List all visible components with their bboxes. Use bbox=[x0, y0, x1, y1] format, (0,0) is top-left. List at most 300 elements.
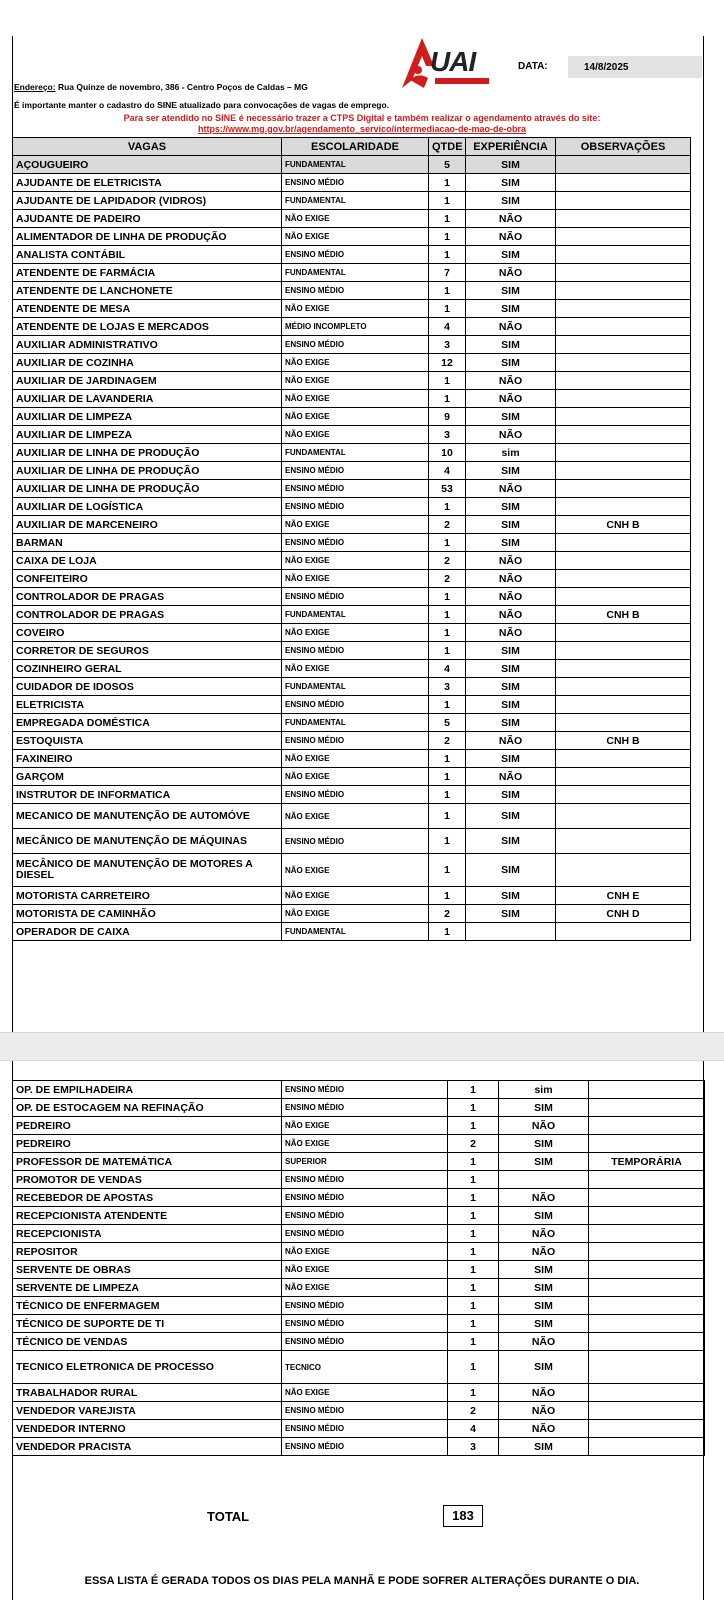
job-title-cell: CORRETOR DE SEGUROS bbox=[13, 642, 282, 660]
header-qtde: QTDE bbox=[429, 138, 466, 156]
observation-cell bbox=[589, 1117, 705, 1135]
education-cell: FUNDAMENTAL bbox=[282, 714, 429, 732]
quantity-cell: 1 bbox=[448, 1261, 499, 1279]
experience-cell: NÃO bbox=[499, 1384, 589, 1402]
experience-cell: NÃO bbox=[499, 1420, 589, 1438]
experience-cell: SIM bbox=[466, 354, 556, 372]
observation-cell: CNH B bbox=[556, 606, 691, 624]
quantity-cell: 1 bbox=[448, 1171, 499, 1189]
date-value: 14/8/2025 bbox=[584, 62, 629, 73]
job-list-sheet-2 bbox=[0, 1061, 724, 1600]
observation-cell bbox=[589, 1171, 705, 1189]
observation-cell bbox=[589, 1279, 705, 1297]
quantity-cell: 1 bbox=[429, 606, 466, 624]
job-title-cell: RECEPCIONISTA bbox=[13, 1225, 282, 1243]
education-cell: NÃO EXIGE bbox=[282, 1279, 448, 1297]
observation-cell bbox=[556, 336, 691, 354]
job-title-cell: AUXILIAR DE LAVANDERIA bbox=[13, 390, 282, 408]
job-title-cell: CUIDADOR DE IDOSOS bbox=[13, 678, 282, 696]
table-row bbox=[13, 174, 691, 192]
experience-cell: SIM bbox=[466, 336, 556, 354]
experience-cell: SIM bbox=[466, 534, 556, 552]
experience-cell: SIM bbox=[466, 696, 556, 714]
observation-cell bbox=[589, 1297, 705, 1315]
address bbox=[14, 82, 308, 92]
education-cell: ENSINO MÉDIO bbox=[282, 829, 429, 854]
education-cell: ENSINO MÉDIO bbox=[282, 1225, 448, 1243]
table-row bbox=[13, 408, 691, 426]
education-cell: NÃO EXIGE bbox=[282, 408, 429, 426]
experience-cell: NÃO bbox=[466, 318, 556, 336]
observation-cell bbox=[556, 174, 691, 192]
observation-cell bbox=[556, 192, 691, 210]
experience-cell: SIM bbox=[499, 1438, 589, 1456]
job-title-cell: SERVENTE DE OBRAS bbox=[13, 1261, 282, 1279]
experience-cell: NÃO bbox=[466, 426, 556, 444]
quantity-cell: 1 bbox=[448, 1351, 499, 1384]
quantity-cell: 1 bbox=[429, 372, 466, 390]
experience-cell: SIM bbox=[466, 642, 556, 660]
job-title-cell: COZINHEIRO GERAL bbox=[13, 660, 282, 678]
experience-cell: NÃO bbox=[499, 1117, 589, 1135]
quantity-cell: 1 bbox=[448, 1189, 499, 1207]
experience-cell: NÃO bbox=[466, 552, 556, 570]
job-title-cell: AUXILIAR DE MARCENEIRO bbox=[13, 516, 282, 534]
job-title-cell: AUXILIAR DE LIMPEZA bbox=[13, 408, 282, 426]
observation-cell bbox=[589, 1243, 705, 1261]
observation-cell bbox=[556, 426, 691, 444]
job-title-cell: ATENDENTE DE LANCHONETE bbox=[13, 282, 282, 300]
header-observacoes: OBSERVAÇÕES bbox=[556, 138, 691, 156]
job-title-cell: ATENDENTE DE LOJAS E MERCADOS bbox=[13, 318, 282, 336]
education-cell: SUPERIOR bbox=[282, 1153, 448, 1171]
job-title-cell: OP. DE ESTOCAGEM NA REFINAÇÃO bbox=[13, 1099, 282, 1117]
experience-cell: SIM bbox=[466, 156, 556, 174]
education-cell: ENSINO MÉDIO bbox=[282, 588, 429, 606]
education-cell: NÃO EXIGE bbox=[282, 887, 429, 905]
education-cell: NÃO EXIGE bbox=[282, 660, 429, 678]
job-title-cell: RECEPCIONISTA ATENDENTE bbox=[13, 1207, 282, 1225]
experience-cell: SIM bbox=[466, 804, 556, 829]
education-cell: ENSINO MÉDIO bbox=[282, 282, 429, 300]
table-row bbox=[13, 829, 691, 854]
table-row bbox=[13, 1207, 705, 1225]
education-cell: NÃO EXIGE bbox=[282, 228, 429, 246]
job-title-cell: MECANICO DE MANUTENÇÃO DE AUTOMÓVE bbox=[13, 804, 282, 829]
education-cell: NÃO EXIGE bbox=[282, 854, 429, 887]
experience-cell: SIM bbox=[466, 192, 556, 210]
job-title-cell: MECÂNICO DE MANUTENÇÃO DE MÁQUINAS bbox=[13, 829, 282, 854]
quantity-cell: 3 bbox=[429, 678, 466, 696]
education-cell: ENSINO MÉDIO bbox=[282, 336, 429, 354]
quantity-cell: 1 bbox=[429, 300, 466, 318]
observation-cell bbox=[556, 390, 691, 408]
observation-cell bbox=[589, 1333, 705, 1351]
observation-cell bbox=[589, 1384, 705, 1402]
experience-cell: NÃO bbox=[466, 588, 556, 606]
footer-note: ESSA LISTA É GERADA TODOS OS DIAS PELA MANHÃ E PODE SOFRER ALTERAÇÕES DURANTE O DIA. bbox=[84, 1575, 640, 1587]
job-title-cell: SERVENTE DE LIMPEZA bbox=[13, 1279, 282, 1297]
table-row bbox=[13, 480, 691, 498]
job-title-cell: TÉCNICO DE ENFERMAGEM bbox=[13, 1297, 282, 1315]
job-title-cell: ELETRICISTA bbox=[13, 696, 282, 714]
education-cell: NÃO EXIGE bbox=[282, 552, 429, 570]
observation-cell bbox=[589, 1261, 705, 1279]
table-row bbox=[13, 372, 691, 390]
table-row bbox=[13, 1438, 705, 1456]
education-cell: NÃO EXIGE bbox=[282, 1117, 448, 1135]
quantity-cell: 1 bbox=[448, 1207, 499, 1225]
job-title-cell: VENDEDOR INTERNO bbox=[13, 1420, 282, 1438]
experience-cell: SIM bbox=[499, 1315, 589, 1333]
experience-cell bbox=[466, 923, 556, 941]
job-title-cell: PROFESSOR DE MATEMÁTICA bbox=[13, 1153, 282, 1171]
education-cell: ENSINO MÉDIO bbox=[282, 1420, 448, 1438]
education-cell: ENSINO MÉDIO bbox=[282, 1315, 448, 1333]
observation-cell bbox=[589, 1081, 705, 1099]
observation-cell: CNH B bbox=[556, 732, 691, 750]
quantity-cell: 4 bbox=[429, 660, 466, 678]
observation-cell bbox=[556, 264, 691, 282]
total-value: 183 bbox=[443, 1505, 483, 1527]
table-row bbox=[13, 786, 691, 804]
experience-cell: SIM bbox=[466, 246, 556, 264]
table-row bbox=[13, 1135, 705, 1153]
table-row bbox=[13, 462, 691, 480]
experience-cell: SIM bbox=[466, 174, 556, 192]
table-row bbox=[13, 887, 691, 905]
education-cell: NÃO EXIGE bbox=[282, 516, 429, 534]
quantity-cell: 1 bbox=[429, 282, 466, 300]
address-label: Endereço: bbox=[14, 82, 56, 92]
education-cell: ENSINO MÉDIO bbox=[282, 1297, 448, 1315]
header-vagas: VAGAS bbox=[13, 138, 282, 156]
quantity-cell: 1 bbox=[448, 1243, 499, 1261]
quantity-cell: 1 bbox=[448, 1099, 499, 1117]
observation-cell bbox=[556, 552, 691, 570]
experience-cell: NÃO bbox=[499, 1243, 589, 1261]
experience-cell: NÃO bbox=[499, 1402, 589, 1420]
quantity-cell: 1 bbox=[429, 228, 466, 246]
experience-cell: NÃO bbox=[466, 732, 556, 750]
table-row bbox=[13, 624, 691, 642]
education-cell: ENSINO MÉDIO bbox=[282, 1333, 448, 1351]
job-title-cell: PROMOTOR DE VENDAS bbox=[13, 1171, 282, 1189]
education-cell: ENSINO MÉDIO bbox=[282, 246, 429, 264]
education-cell: ENSINO MÉDIO bbox=[282, 174, 429, 192]
observation-cell bbox=[589, 1099, 705, 1117]
logo-underline bbox=[435, 78, 489, 84]
observation-cell bbox=[589, 1351, 705, 1384]
table-row bbox=[13, 1420, 705, 1438]
quantity-cell: 9 bbox=[429, 408, 466, 426]
observation-cell bbox=[589, 1135, 705, 1153]
education-cell: NÃO EXIGE bbox=[282, 390, 429, 408]
quantity-cell: 1 bbox=[429, 192, 466, 210]
education-cell: NÃO EXIGE bbox=[282, 804, 429, 829]
experience-cell bbox=[499, 1171, 589, 1189]
job-title-cell: VENDEDOR PRACISTA bbox=[13, 1438, 282, 1456]
education-cell: ENSINO MÉDIO bbox=[282, 1099, 448, 1117]
table-row bbox=[13, 804, 691, 829]
experience-cell: NÃO bbox=[499, 1333, 589, 1351]
experience-cell: NÃO bbox=[466, 606, 556, 624]
job-title-cell: TRABALHADOR RURAL bbox=[13, 1384, 282, 1402]
experience-cell: SIM bbox=[466, 750, 556, 768]
quantity-cell: 2 bbox=[429, 732, 466, 750]
quantity-cell: 3 bbox=[448, 1438, 499, 1456]
table-row bbox=[13, 1243, 705, 1261]
table-row bbox=[13, 246, 691, 264]
job-title-cell: PEDREIRO bbox=[13, 1135, 282, 1153]
quantity-cell: 1 bbox=[429, 624, 466, 642]
job-title-cell: OP. DE EMPILHADEIRA bbox=[13, 1081, 282, 1099]
observation-cell bbox=[556, 462, 691, 480]
quantity-cell: 1 bbox=[429, 534, 466, 552]
experience-cell: SIM bbox=[466, 660, 556, 678]
quantity-cell: 1 bbox=[429, 246, 466, 264]
quantity-cell: 1 bbox=[429, 390, 466, 408]
table-row bbox=[13, 318, 691, 336]
job-table-1 bbox=[12, 137, 691, 941]
observation-cell bbox=[556, 498, 691, 516]
observation-cell bbox=[556, 588, 691, 606]
observation-cell bbox=[589, 1420, 705, 1438]
observation-cell bbox=[556, 534, 691, 552]
education-cell: ENSINO MÉDIO bbox=[282, 1438, 448, 1456]
quantity-cell: 4 bbox=[448, 1420, 499, 1438]
table-row bbox=[13, 642, 691, 660]
table-row bbox=[13, 1225, 705, 1243]
job-title-cell: TECNICO ELETRONICA DE PROCESSO bbox=[13, 1351, 282, 1384]
education-cell: ENSINO MÉDIO bbox=[282, 696, 429, 714]
job-title-cell: AÇOUGUEIRO bbox=[13, 156, 282, 174]
scheduling-notice: Para ser atendido no SINE é necessário trazer a CTPS Digital e também realizar o agendamento através do site: bbox=[123, 113, 601, 123]
quantity-cell: 5 bbox=[429, 714, 466, 732]
job-title-cell: AJUDANTE DE LAPIDADOR (VIDROS) bbox=[13, 192, 282, 210]
observation-cell: CNH B bbox=[556, 516, 691, 534]
table-row bbox=[13, 570, 691, 588]
job-title-cell: ESTOQUISTA bbox=[13, 732, 282, 750]
education-cell: FUNDAMENTAL bbox=[282, 264, 429, 282]
table-row bbox=[13, 300, 691, 318]
table-row bbox=[13, 1279, 705, 1297]
quantity-cell: 1 bbox=[448, 1315, 499, 1333]
experience-cell: SIM bbox=[466, 408, 556, 426]
quantity-cell: 1 bbox=[429, 588, 466, 606]
job-title-cell: CONTROLADOR DE PRAGAS bbox=[13, 588, 282, 606]
quantity-cell: 12 bbox=[429, 354, 466, 372]
experience-cell: SIM bbox=[466, 829, 556, 854]
observation-cell bbox=[556, 210, 691, 228]
table-row bbox=[13, 390, 691, 408]
job-title-cell: REPOSITOR bbox=[13, 1243, 282, 1261]
table-row bbox=[13, 768, 691, 786]
education-cell: NÃO EXIGE bbox=[282, 300, 429, 318]
experience-cell: NÃO bbox=[466, 570, 556, 588]
education-cell: FUNDAMENTAL bbox=[282, 923, 429, 941]
job-title-cell: AUXILIAR DE LINHA DE PRODUÇÃO bbox=[13, 444, 282, 462]
quantity-cell: 1 bbox=[448, 1081, 499, 1099]
quantity-cell: 1 bbox=[429, 174, 466, 192]
education-cell: NÃO EXIGE bbox=[282, 1243, 448, 1261]
education-cell: FUNDAMENTAL bbox=[282, 192, 429, 210]
job-title-cell: INSTRUTOR DE INFORMATICA bbox=[13, 786, 282, 804]
quantity-cell: 1 bbox=[429, 786, 466, 804]
education-cell: NÃO EXIGE bbox=[282, 426, 429, 444]
observation-cell bbox=[556, 696, 691, 714]
experience-cell: SIM bbox=[466, 498, 556, 516]
observation-cell bbox=[556, 750, 691, 768]
experience-cell: NÃO bbox=[466, 372, 556, 390]
table-row bbox=[13, 354, 691, 372]
quantity-cell: 2 bbox=[429, 552, 466, 570]
observation-cell bbox=[556, 156, 691, 174]
quantity-cell: 2 bbox=[429, 516, 466, 534]
table-row bbox=[13, 923, 691, 941]
observation-cell: TEMPORÁRIA bbox=[589, 1153, 705, 1171]
observation-cell bbox=[589, 1402, 705, 1420]
quantity-cell: 1 bbox=[429, 829, 466, 854]
observation-cell bbox=[556, 444, 691, 462]
job-title-cell: AUXILIAR DE LINHA DE PRODUÇÃO bbox=[13, 462, 282, 480]
quantity-cell: 1 bbox=[448, 1153, 499, 1171]
observation-cell bbox=[556, 624, 691, 642]
experience-cell: SIM bbox=[499, 1261, 589, 1279]
job-title-cell: VENDEDOR VAREJISTA bbox=[13, 1402, 282, 1420]
observation-cell bbox=[556, 786, 691, 804]
address-text: Rua Quinze de novembro, 386 - Centro Poços de Caldas – MG bbox=[57, 82, 308, 92]
table-row bbox=[13, 1099, 705, 1117]
experience-cell: SIM bbox=[499, 1207, 589, 1225]
experience-cell: SIM bbox=[466, 786, 556, 804]
register-notice: É importante manter o cadastro do SINE atualizado para convocações de vagas de emprego. bbox=[14, 100, 390, 110]
table-row bbox=[13, 282, 691, 300]
table-row bbox=[13, 1351, 705, 1384]
quantity-cell: 1 bbox=[429, 804, 466, 829]
job-title-cell: FAXINEIRO bbox=[13, 750, 282, 768]
job-title-cell: MOTORISTA DE CAMINHÃO bbox=[13, 905, 282, 923]
quantity-cell: 1 bbox=[429, 696, 466, 714]
observation-cell bbox=[556, 768, 691, 786]
job-title-cell: AUXILIAR DE COZINHA bbox=[13, 354, 282, 372]
observation-cell bbox=[589, 1315, 705, 1333]
observation-cell bbox=[556, 372, 691, 390]
experience-cell: SIM bbox=[466, 854, 556, 887]
education-cell: ENSINO MÉDIO bbox=[282, 1189, 448, 1207]
table-row bbox=[13, 1261, 705, 1279]
quantity-cell: 1 bbox=[429, 750, 466, 768]
experience-cell: SIM bbox=[466, 282, 556, 300]
education-cell: NÃO EXIGE bbox=[282, 372, 429, 390]
observation-cell bbox=[556, 282, 691, 300]
table-row bbox=[13, 228, 691, 246]
table-header-row bbox=[13, 138, 691, 156]
experience-cell: SIM bbox=[499, 1153, 589, 1171]
education-cell: NÃO EXIGE bbox=[282, 750, 429, 768]
table-row bbox=[13, 1117, 705, 1135]
table-row bbox=[13, 426, 691, 444]
table-row bbox=[13, 696, 691, 714]
experience-cell: sim bbox=[466, 444, 556, 462]
education-cell: FUNDAMENTAL bbox=[282, 156, 429, 174]
experience-cell: NÃO bbox=[466, 768, 556, 786]
job-title-cell: TÉCNICO DE SUPORTE DE TI bbox=[13, 1315, 282, 1333]
observation-cell bbox=[556, 804, 691, 829]
uai-logo-text: UAI bbox=[430, 46, 476, 77]
table-row bbox=[13, 336, 691, 354]
job-title-cell: ATENDENTE DE FARMÁCIA bbox=[13, 264, 282, 282]
education-cell: FUNDAMENTAL bbox=[282, 444, 429, 462]
observation-cell bbox=[556, 678, 691, 696]
education-cell: ENSINO MÉDIO bbox=[282, 786, 429, 804]
table-row bbox=[13, 264, 691, 282]
table-row bbox=[13, 1333, 705, 1351]
observation-cell bbox=[589, 1189, 705, 1207]
job-title-cell: CAIXA DE LOJA bbox=[13, 552, 282, 570]
observation-cell bbox=[556, 829, 691, 854]
table-row bbox=[13, 1402, 705, 1420]
scheduling-link[interactable]: https://www.mg.gov.br/agendamento_servico/intermediacao-de-mao-de-obra bbox=[197, 124, 527, 134]
education-cell: NÃO EXIGE bbox=[282, 1384, 448, 1402]
observation-cell bbox=[556, 354, 691, 372]
job-title-cell: COVEIRO bbox=[13, 624, 282, 642]
table-row bbox=[13, 156, 691, 174]
job-title-cell: AUXILIAR ADMINISTRATIVO bbox=[13, 336, 282, 354]
education-cell: NÃO EXIGE bbox=[282, 768, 429, 786]
job-title-cell: AUXILIAR DE LINHA DE PRODUÇÃO bbox=[13, 480, 282, 498]
table-row bbox=[13, 905, 691, 923]
observation-cell bbox=[556, 408, 691, 426]
table-row bbox=[13, 192, 691, 210]
job-title-cell: CONTROLADOR DE PRAGAS bbox=[13, 606, 282, 624]
job-title-cell: ATENDENTE DE MESA bbox=[13, 300, 282, 318]
education-cell: ENSINO MÉDIO bbox=[282, 462, 429, 480]
table-row bbox=[13, 732, 691, 750]
education-cell: ENSINO MÉDIO bbox=[282, 498, 429, 516]
observation-cell bbox=[589, 1207, 705, 1225]
experience-cell: NÃO bbox=[466, 480, 556, 498]
table-row bbox=[13, 854, 691, 887]
education-cell: NÃO EXIGE bbox=[282, 1261, 448, 1279]
table-row bbox=[13, 606, 691, 624]
table-row bbox=[13, 660, 691, 678]
quantity-cell: 2 bbox=[429, 905, 466, 923]
quantity-cell: 7 bbox=[429, 264, 466, 282]
experience-cell: NÃO bbox=[466, 210, 556, 228]
experience-cell: SIM bbox=[466, 678, 556, 696]
job-title-cell: AJUDANTE DE ELETRICISTA bbox=[13, 174, 282, 192]
quantity-cell: 1 bbox=[448, 1384, 499, 1402]
table-row bbox=[13, 678, 691, 696]
education-cell: ENSINO MÉDIO bbox=[282, 732, 429, 750]
education-cell: NÃO EXIGE bbox=[282, 354, 429, 372]
quantity-cell: 5 bbox=[429, 156, 466, 174]
observation-cell: CNH D bbox=[556, 905, 691, 923]
education-cell: NÃO EXIGE bbox=[282, 210, 429, 228]
experience-cell: SIM bbox=[499, 1297, 589, 1315]
education-cell: NÃO EXIGE bbox=[282, 905, 429, 923]
table-row bbox=[13, 1384, 705, 1402]
quantity-cell: 2 bbox=[448, 1402, 499, 1420]
table-row bbox=[13, 1153, 705, 1171]
observation-cell bbox=[556, 480, 691, 498]
table-row bbox=[13, 1189, 705, 1207]
observation-cell bbox=[556, 300, 691, 318]
observation-cell bbox=[556, 660, 691, 678]
experience-cell: SIM bbox=[466, 905, 556, 923]
date-label: DATA: bbox=[518, 61, 548, 72]
